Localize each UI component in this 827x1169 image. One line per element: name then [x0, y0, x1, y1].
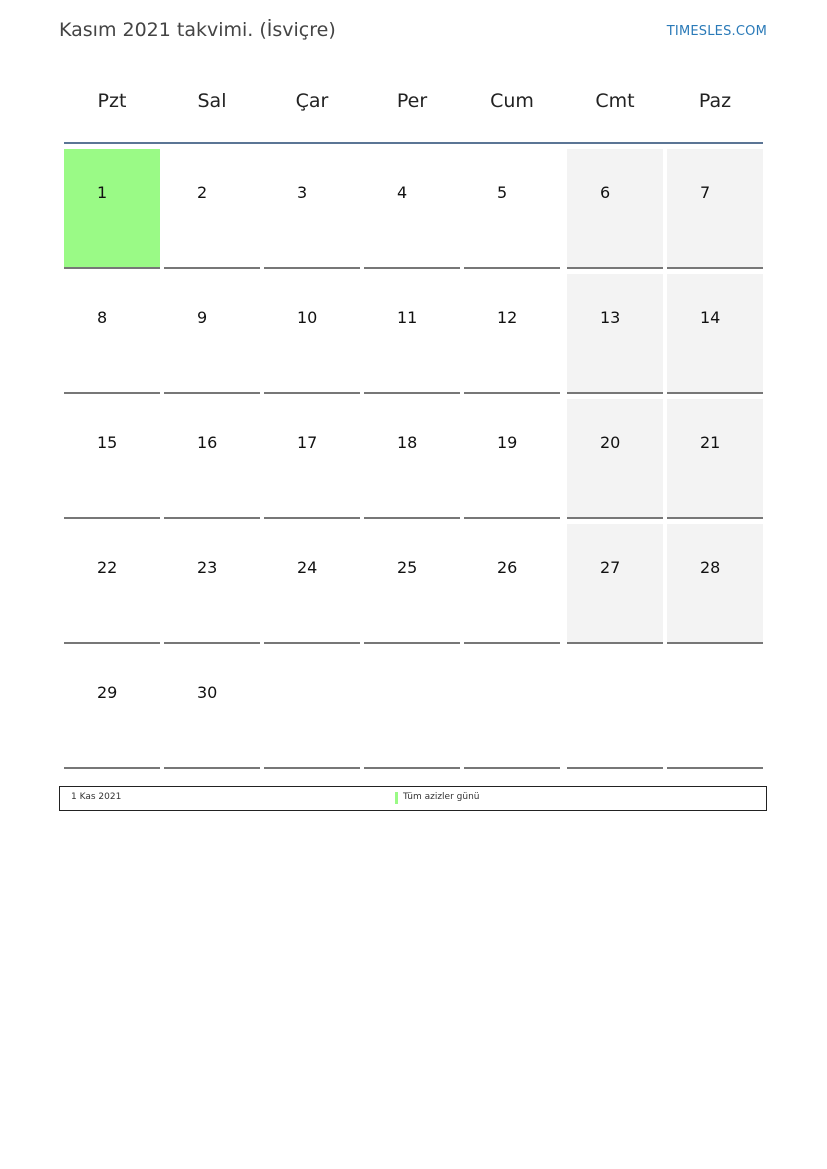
day-number: 27 [600, 558, 621, 577]
day-number: 21 [700, 433, 721, 452]
day-cell [164, 149, 260, 269]
day-number: 14 [700, 308, 721, 327]
day-number: 30 [197, 683, 218, 702]
day-cell [164, 274, 260, 394]
day-number: 12 [497, 308, 518, 327]
day-number: 1 [97, 183, 108, 202]
page-title: Kasım 2021 takvimi. (İsviçre) [59, 19, 336, 41]
day-cell [64, 524, 160, 644]
day-number: 19 [497, 433, 518, 452]
day-cell [64, 399, 160, 519]
empty-day-cell [667, 649, 763, 769]
holiday-legend [59, 786, 767, 811]
holiday-name: Tüm azizler günü [403, 792, 480, 802]
empty-day-cell [464, 649, 560, 769]
day-number: 13 [600, 308, 621, 327]
day-cell [64, 274, 160, 394]
holiday-color-swatch [395, 792, 398, 804]
weekday-label: Cum [490, 90, 534, 112]
day-number: 25 [397, 558, 418, 577]
day-cell [264, 399, 360, 519]
day-cell [364, 149, 460, 269]
day-cell [264, 274, 360, 394]
day-number: 6 [600, 183, 611, 202]
day-cell [64, 649, 160, 769]
weekday-label: Sal [197, 90, 227, 112]
day-cell [164, 524, 260, 644]
day-number: 23 [197, 558, 218, 577]
day-cell [64, 149, 160, 269]
day-number: 22 [97, 558, 118, 577]
day-cell [264, 149, 360, 269]
day-cell [567, 524, 663, 644]
day-cell [667, 399, 763, 519]
day-cell [364, 274, 460, 394]
day-number: 4 [397, 183, 408, 202]
weekday-label: Per [396, 90, 428, 112]
empty-day-cell [264, 649, 360, 769]
day-number: 2 [197, 183, 208, 202]
day-number: 9 [197, 308, 208, 327]
day-number: 7 [700, 183, 711, 202]
day-number: 11 [397, 308, 418, 327]
day-number: 16 [197, 433, 218, 452]
day-number: 29 [97, 683, 118, 702]
day-cell [464, 274, 560, 394]
weekday-label: Cmt [595, 90, 635, 112]
header-divider [64, 142, 763, 144]
day-number: 18 [397, 433, 418, 452]
empty-day-cell [364, 649, 460, 769]
day-cell [667, 524, 763, 644]
day-cell [667, 149, 763, 269]
weekday-label: Paz [698, 90, 732, 112]
day-number: 5 [497, 183, 508, 202]
calendar-grid [64, 149, 763, 774]
day-cell [567, 274, 663, 394]
brand-link[interactable]: TIMESLES.COM [666, 24, 767, 39]
day-number: 24 [297, 558, 318, 577]
day-cell [464, 149, 560, 269]
weekday-label: Pzt [97, 90, 127, 112]
day-number: 3 [297, 183, 308, 202]
weekday-header [64, 84, 763, 124]
day-cell [164, 649, 260, 769]
weekday-label: Çar [295, 90, 329, 112]
day-cell [364, 399, 460, 519]
day-number: 28 [700, 558, 721, 577]
day-cell [464, 399, 560, 519]
day-number: 15 [97, 433, 118, 452]
day-number: 26 [497, 558, 518, 577]
day-number: 8 [97, 308, 108, 327]
day-cell [164, 399, 260, 519]
holiday-date: 1 Kas 2021 [71, 792, 122, 802]
empty-day-cell [567, 649, 663, 769]
day-cell [464, 524, 560, 644]
day-cell [364, 524, 460, 644]
day-cell [567, 399, 663, 519]
day-cell [264, 524, 360, 644]
day-cell [667, 274, 763, 394]
day-number: 17 [297, 433, 318, 452]
day-cell [567, 149, 663, 269]
day-number: 10 [297, 308, 318, 327]
day-number: 20 [600, 433, 621, 452]
